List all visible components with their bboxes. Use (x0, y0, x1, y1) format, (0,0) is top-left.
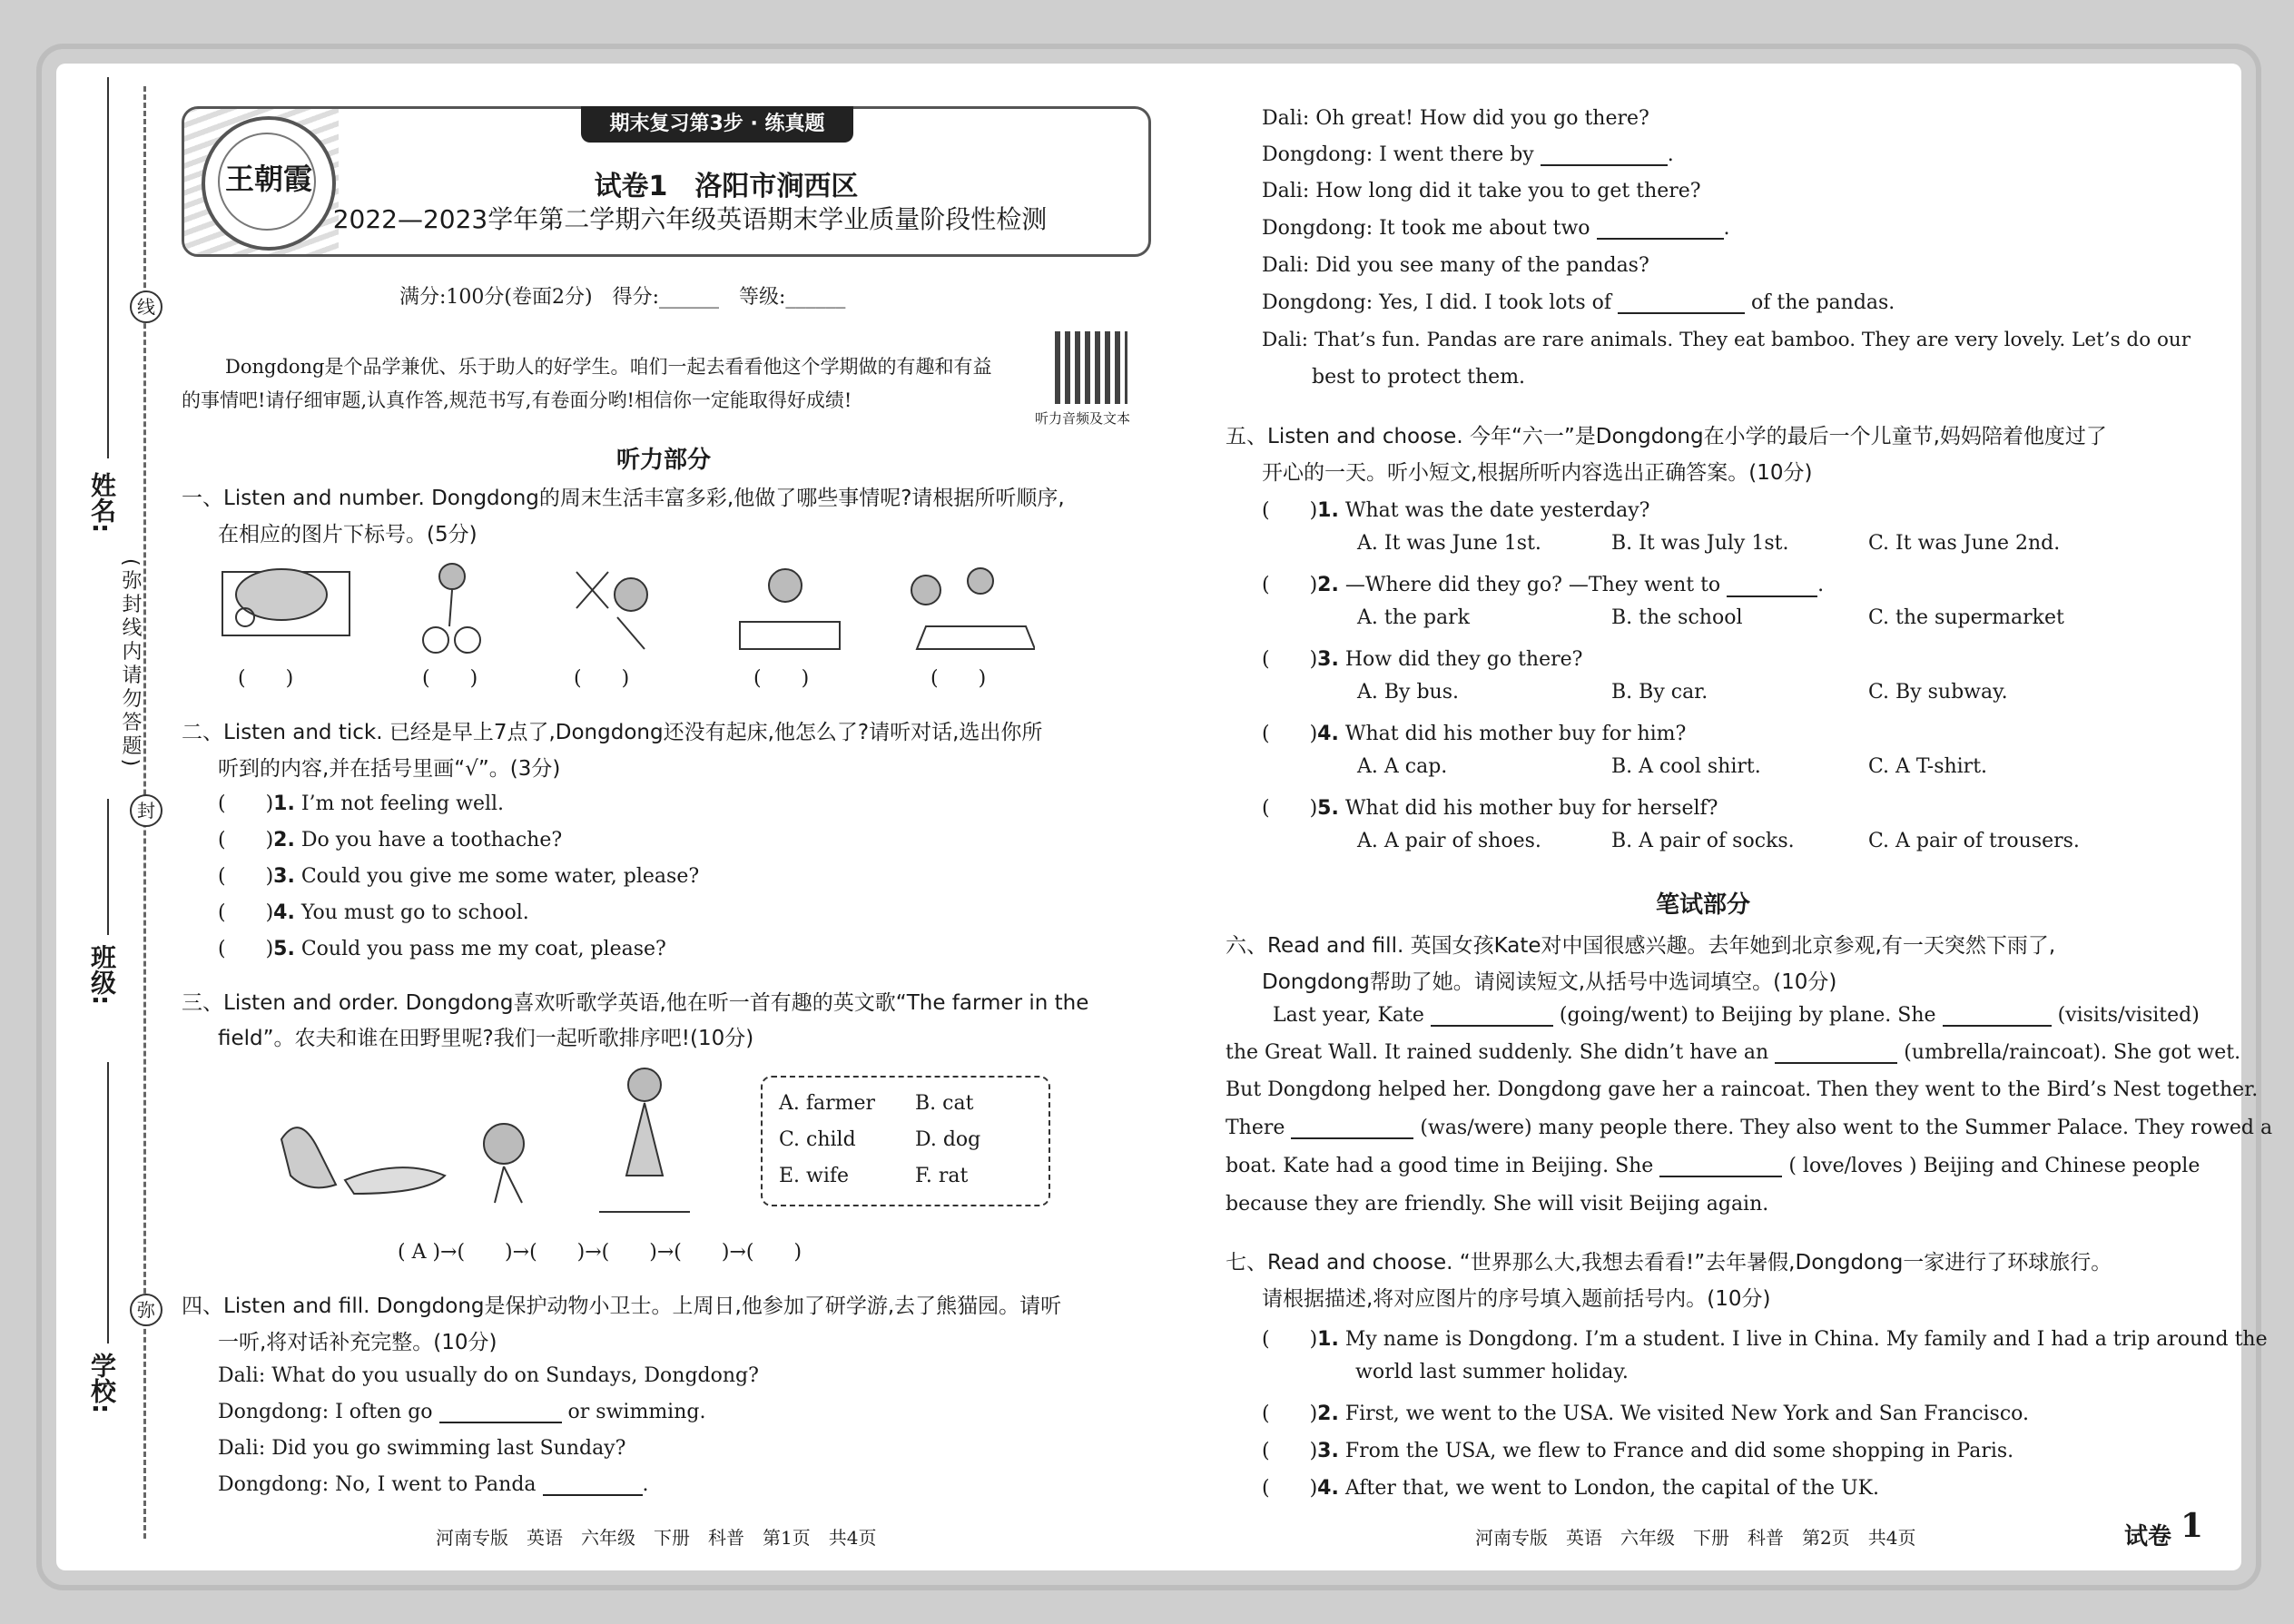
q4-heading-2: 一听,将对话补充完整。(10分) (218, 1331, 497, 1354)
option-b: B. A pair of socks. (1611, 830, 1795, 852)
q3-heading: 三、Listen and order. Dongdong喜欢听歌学英语,他在听一首有趣的英文歌“The farmer in the (182, 991, 1089, 1015)
q1-heading: 一、Listen and number. Dongdong的周末生活丰富多彩,他做了哪些事情呢?请根据所听顺序, (182, 487, 1065, 510)
q5-question (1262, 644, 1582, 672)
item-text: After that, we went to London, the capital of the UK. (1344, 1477, 1880, 1500)
item-number: 2. (1317, 1403, 1339, 1425)
school-label: 学校: (87, 1353, 117, 1414)
item-number: 3. (1317, 648, 1339, 671)
answer-paren[interactable]: ( ) (218, 829, 274, 851)
cat-figure (281, 1127, 336, 1187)
question-text: —Where did they go? —They went to (1344, 574, 1721, 596)
q5-question (1262, 718, 1686, 746)
q2-item (218, 861, 699, 889)
item-number: 1. (1317, 1328, 1339, 1351)
q7-item (1262, 1435, 2013, 1463)
seal-circle-seal: 封 (130, 794, 162, 827)
option-a: A. A pair of shoes. (1357, 830, 1541, 852)
q3-option: B. cat (915, 1092, 974, 1115)
answer-paren[interactable]: ( ) (218, 865, 274, 888)
item-number: 4. (273, 901, 295, 924)
q2-item (218, 897, 529, 925)
option-c: C. the supermarket (1868, 606, 2064, 629)
bike-picture (423, 564, 480, 653)
item-text: Could you pass me my coat, please? (300, 938, 666, 960)
q3-option: D. dog (915, 1128, 981, 1151)
q3-heading-2: field”。农夫和谁在田野里呢?我们一起听歌排序吧!(10分) (218, 1027, 754, 1050)
q1-bracket-3[interactable]: ( ) (574, 667, 630, 690)
q2-heading: 二、Listen and tick. 已经是早上7点了,Dongdong还没有起床,他怎么了?请听对话,选出你所 (182, 721, 1043, 744)
q4-dialog-4: Dongdong: No, I went to Panda . (218, 1473, 649, 1496)
qr-caption: 听力音频及文本 (1035, 410, 1131, 427)
item-number: 3. (1317, 1440, 1339, 1462)
item-number: 1. (273, 792, 295, 815)
option-a: A. By bus. (1357, 681, 1459, 704)
answer-blank[interactable] (1727, 576, 1817, 597)
step-badge: 期末复习第3步 · 练真题 (581, 106, 853, 143)
windmill-picture (576, 572, 647, 649)
q4-dialog-9: Dali: Did you see many of the pandas? (1262, 254, 1649, 277)
item-text: I’m not feeling well. (300, 792, 505, 815)
score-line: 满分:100分(卷面2分) 得分:______ 等级:______ (399, 286, 846, 309)
item-text: My name is Dongdong. I’m a student. I live in China. My family and I had a trip around the (1344, 1328, 2268, 1351)
school-line[interactable] (107, 1062, 109, 1343)
q4-dialog-3: Dali: Did you go swimming last Sunday? (218, 1437, 626, 1460)
q6-passage-2: the Great Wall. It rained suddenly. She didn’t have an (umbrella/raincoat). She got wet. (1226, 1041, 2241, 1064)
q5-heading-2: 开心的一天。听小短文,根据所听内容选出正确答案。(10分) (1262, 461, 1813, 485)
market-picture (911, 568, 1035, 649)
q5-heading: 五、Listen and choose. 今年“六一”是Dongdong在小学的最后一个儿童节,妈妈陪着他度过了 (1226, 425, 2107, 448)
option-c: C. A pair of trousers. (1868, 830, 2080, 852)
item-text: From the USA, we flew to France and did some shopping in Paris. (1344, 1440, 2014, 1462)
q6-passage-3: But Dongdong helped her. Dongdong gave her a raincoat. Then they went to the Bird’s Nest together. (1226, 1078, 2259, 1101)
answer-paren[interactable]: ( ) (1262, 1440, 1318, 1462)
q1-bracket-2[interactable]: ( ) (422, 667, 478, 690)
name-line[interactable] (107, 77, 109, 458)
q1-bracket-5[interactable]: ( ) (930, 667, 987, 690)
q6-heading-2: Dongdong帮助了她。请阅读短文,从括号中选词填空。(10分) (1262, 970, 1837, 994)
answer-paren[interactable]: ( ) (1262, 723, 1318, 745)
answer-paren[interactable]: ( ) (218, 901, 274, 924)
option-a: A. the park (1357, 606, 1470, 629)
q4-dialog-2: Dongdong: I often go or swimming. (218, 1401, 706, 1423)
option-b: B. It was July 1st. (1611, 532, 1789, 555)
q5-question: ( )2. —Where did they go? —They went to . (1262, 574, 1825, 596)
q3-option: C. child (779, 1128, 856, 1151)
q1-bracket-4[interactable]: ( ) (753, 667, 810, 690)
q6-passage-6: because they are friendly. She will visit Beijing again. (1226, 1193, 1769, 1216)
q3-order-line[interactable]: ( A )→( )→( )→( )→( )→( ) (398, 1241, 802, 1264)
item-number: 4. (1317, 723, 1339, 745)
option-b: B. By car. (1611, 681, 1708, 704)
answer-paren[interactable]: ( ) (1262, 574, 1318, 596)
q7-item (1262, 1472, 1879, 1501)
q4-dialog-7: Dali: How long did it take you to get there? (1262, 180, 1701, 202)
q4-dialog-11: Dali: That’s fun. Pandas are rare animals. They eat bamboo. They are very lovely. Let’s do our (1262, 329, 2191, 351)
question-text: What did his mother buy for herself? (1344, 797, 1718, 820)
q4-dialog-8: Dongdong: It took me about two . (1262, 217, 1730, 240)
item-number: 5. (1317, 797, 1339, 820)
written-title: 笔试部分 (1655, 891, 1750, 919)
q6-passage-4: There (was/were) many people there. They also went to the Summer Palace. They rowed a (1226, 1117, 2273, 1139)
option-b: B. A cool shirt. (1611, 755, 1761, 778)
listening-title: 听力部分 (615, 447, 711, 474)
q1-pictures (218, 554, 1035, 658)
item-number: 4. (1317, 1477, 1339, 1500)
q6-passage-1: Last year, Kate (going/went) to Beijing by plane. She (visits/visited) (1273, 1004, 2200, 1027)
item-text: Do you have a toothache? (300, 829, 563, 851)
answer-paren[interactable]: ( ) (1262, 797, 1318, 820)
q7-heading-2: 请根据描述,将对应图片的序号填入题前括号内。(10分) (1262, 1287, 1771, 1311)
qr-code[interactable] (1055, 331, 1127, 404)
class-label: 班级: (87, 944, 117, 1006)
q3-option: F. rat (915, 1165, 969, 1187)
q6-heading: 六、Read and fill. 英国女孩Kate对中国很感兴趣。去年她到北京参观,有一天突然下雨了, (1226, 934, 2056, 958)
footer-right: 河南专版 英语 六年级 下册 科普 第2页 共4页 (1475, 1527, 1916, 1549)
q3-option: A. farmer (779, 1092, 876, 1115)
answer-paren[interactable]: ( ) (218, 792, 274, 815)
q7-item (1262, 1398, 2029, 1426)
q7-heading: 七、Read and choose. “世界那么大,我想去看看!”去年暑假,Dongdong一家进行了环球旅行。 (1226, 1251, 2112, 1275)
q1-heading-2: 在相应的图片下标号。(5分) (218, 523, 478, 546)
dog-figure (345, 1167, 445, 1194)
option-a: A. It was June 1st. (1357, 532, 1541, 555)
intro-line-1: Dongdong是个品学兼优、乐于助人的好学生。咱们一起去看看他这个学期做的有趣和有益 (225, 356, 992, 378)
question-text: What was the date yesterday? (1344, 499, 1650, 522)
option-c: C. By subway. (1868, 681, 2008, 704)
q7-item-continued: world last summer holiday. (1355, 1361, 1629, 1383)
paper-subtitle: 2022—2023学年第二学期六年级英语期末学业质量阶段性检测 (332, 204, 1048, 234)
q5-question (1262, 792, 1718, 821)
answer-paren[interactable]: ( ) (1262, 499, 1318, 522)
q4-dialog-5: Dali: Oh great! How did you go there? (1262, 107, 1649, 130)
q4-dialog-1: Dali: What do you usually do on Sundays, Dongdong? (218, 1364, 759, 1387)
q4-heading: 四、Listen and fill. Dongdong是保护动物小卫士。上周日,他参加了研学游,去了熊猫园。请听 (182, 1294, 1062, 1318)
option-a: A. A cap. (1357, 755, 1448, 778)
answer-paren[interactable]: ( ) (1262, 1328, 1318, 1351)
item-number: 2. (1317, 574, 1339, 596)
item-text: First, we went to the USA. We visited New York and San Francisco. (1344, 1403, 2030, 1425)
zoo-picture (222, 569, 350, 635)
seal-circle-line: 线 (130, 290, 162, 323)
intro-line-2: 的事情吧!请仔细审题,认真作答,规范书写,有卷面分哟!相信你一定能取得好成绩! (182, 389, 852, 411)
footer-paper-number: 1 (2181, 1507, 2204, 1545)
child-figure (484, 1124, 524, 1164)
name-label: 姓名: (87, 472, 117, 534)
q3-picture (263, 1058, 735, 1216)
item-text: Could you give me some water, please? (300, 865, 700, 888)
q5-question (1262, 495, 1649, 523)
footer-paper-label: 试卷 (2124, 1523, 2172, 1550)
item-number: 2. (273, 829, 295, 851)
seal-note: (弥封线内请勿答题) (119, 558, 142, 771)
item-number: 5. (273, 938, 295, 960)
paper-title: 试卷1 洛阳市涧西区 (594, 171, 859, 202)
question-text: How did they go there? (1344, 648, 1583, 671)
desk-picture (740, 569, 840, 649)
farmer-figure (628, 1068, 661, 1101)
q4-dialog-6: Dongdong: I went there by . (1262, 143, 1674, 166)
q2-item (218, 788, 504, 816)
class-line[interactable] (107, 799, 109, 935)
item-number: 1. (1317, 499, 1339, 522)
q2-item (218, 824, 562, 852)
seal-text: 王朝霞 (224, 162, 312, 196)
item-number: 3. (273, 865, 295, 888)
q3-option: E. wife (779, 1165, 850, 1187)
answer-paren[interactable]: ( ) (218, 938, 274, 960)
q6-passage-5: boat. Kate had a good time in Beijing. She ( love/loves ) Beijing and Chinese people (1226, 1155, 2200, 1177)
q4-dialog-10: Dongdong: Yes, I did. I took lots of of the pandas. (1262, 291, 1895, 314)
seal-circle-mi: 弥 (130, 1294, 162, 1326)
q2-heading-2: 听到的内容,并在括号里画“√”。(3分) (218, 757, 561, 781)
question-text: What did his mother buy for him? (1344, 723, 1687, 745)
answer-paren[interactable]: ( ) (1262, 1403, 1318, 1425)
item-text: You must go to school. (300, 901, 529, 924)
option-b: B. the school (1611, 606, 1743, 629)
q1-bracket-1[interactable]: ( ) (238, 667, 294, 690)
q7-item (1262, 1324, 2268, 1352)
option-c: C. It was June 2nd. (1868, 532, 2061, 555)
option-c: C. A T-shirt. (1868, 755, 1988, 778)
answer-paren[interactable]: ( ) (1262, 648, 1318, 671)
q4-dialog-12: best to protect them. (1312, 366, 1526, 389)
q2-item (218, 933, 666, 961)
footer-left: 河南专版 英语 六年级 下册 科普 第1页 共4页 (436, 1527, 877, 1549)
answer-paren[interactable]: ( ) (1262, 1477, 1318, 1500)
